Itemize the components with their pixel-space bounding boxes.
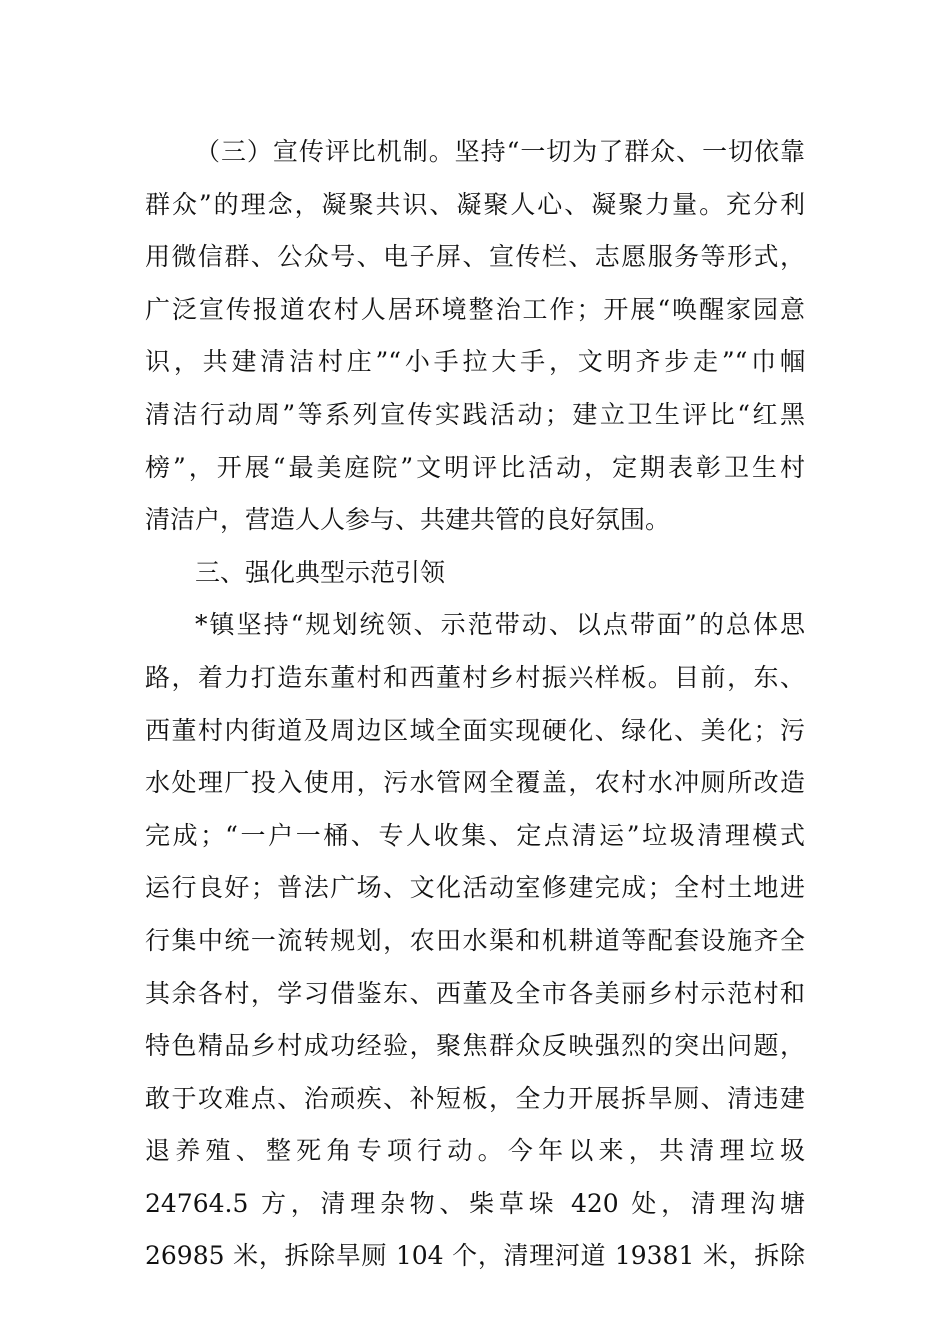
paragraph-line: *镇坚持“规划统领、示范带动、以点带面”的总体思 (195, 610, 805, 640)
paragraph-line: 水处理厂投入使用，污水管网全覆盖，农村水冲厕所改造 (145, 768, 805, 798)
section-heading: 三、强化典型示范引领 (195, 557, 446, 587)
paragraph-publicity-mechanism (145, 126, 805, 547)
paragraph-line: 其余各村，学习借鉴东、西董及全市各美丽乡村示范村和 (145, 978, 805, 1008)
paragraph-line: 退养殖、整死角专项行动。今年以来，共清理垃圾 (145, 1136, 805, 1166)
paragraph-line: 24764.5 方，清理杂物、柴草垛 420 处，清理沟塘 (145, 1188, 805, 1218)
paragraph-line: 识，共建清洁村庄”“小手拉大手，文明齐步走”“巾帼 (145, 347, 805, 377)
paragraph-line: 西董村内街道及周边区域全面实现硬化、绿化、美化；污 (145, 715, 805, 745)
paragraph-line: 敢于攻难点、治顽疾、补短板，全力开展拆旱厕、清违建 (145, 1083, 805, 1113)
paragraph-line: 特色精品乡村成功经验，聚焦群众反映强烈的突出问题， (145, 1031, 805, 1061)
paragraph-line: 行集中统一流转规划，农田水渠和机耕道等配套设施齐全 (145, 925, 805, 955)
paragraph-line: 26985 米，拆除旱厕 104 个，清理河道 19381 米，拆除 (145, 1241, 805, 1271)
paragraph-line: 广泛宣传报道农村人居环境整治工作；开展“唤醒家园意 (145, 294, 805, 324)
paragraph-line: （三）宣传评比机制。坚持“一切为了群众、一切依靠 (195, 137, 805, 166)
paragraph-line: 运行良好；普法广场、文化活动室修建完成；全村土地进 (145, 873, 805, 903)
paragraph-line: 完成；“一户一桶、专人收集、定点清运”垃圾清理模式 (145, 820, 805, 850)
paragraph-line: 用微信群、公众号、电子屏、宣传栏、志愿服务等形式， (145, 242, 805, 272)
paragraph-line: 清洁户，营造人人参与、共建共管的良好氛围。 (145, 505, 671, 535)
document-body (145, 126, 805, 1283)
paragraph-line: 榜”，开展“最美庭院”文明评比活动，定期表彰卫生村 (145, 452, 805, 482)
paragraph-line: 路，着力打造东董村和西董村乡村振兴样板。目前，东、 (145, 662, 805, 692)
paragraph-line: 群众”的理念，凝聚共识、凝聚人心、凝聚力量。充分利 (145, 189, 805, 219)
paragraph-demonstration (145, 599, 805, 1283)
paragraph-line: 清洁行动周”等系列宣传实践活动；建立卫生评比“红黑 (145, 399, 805, 429)
